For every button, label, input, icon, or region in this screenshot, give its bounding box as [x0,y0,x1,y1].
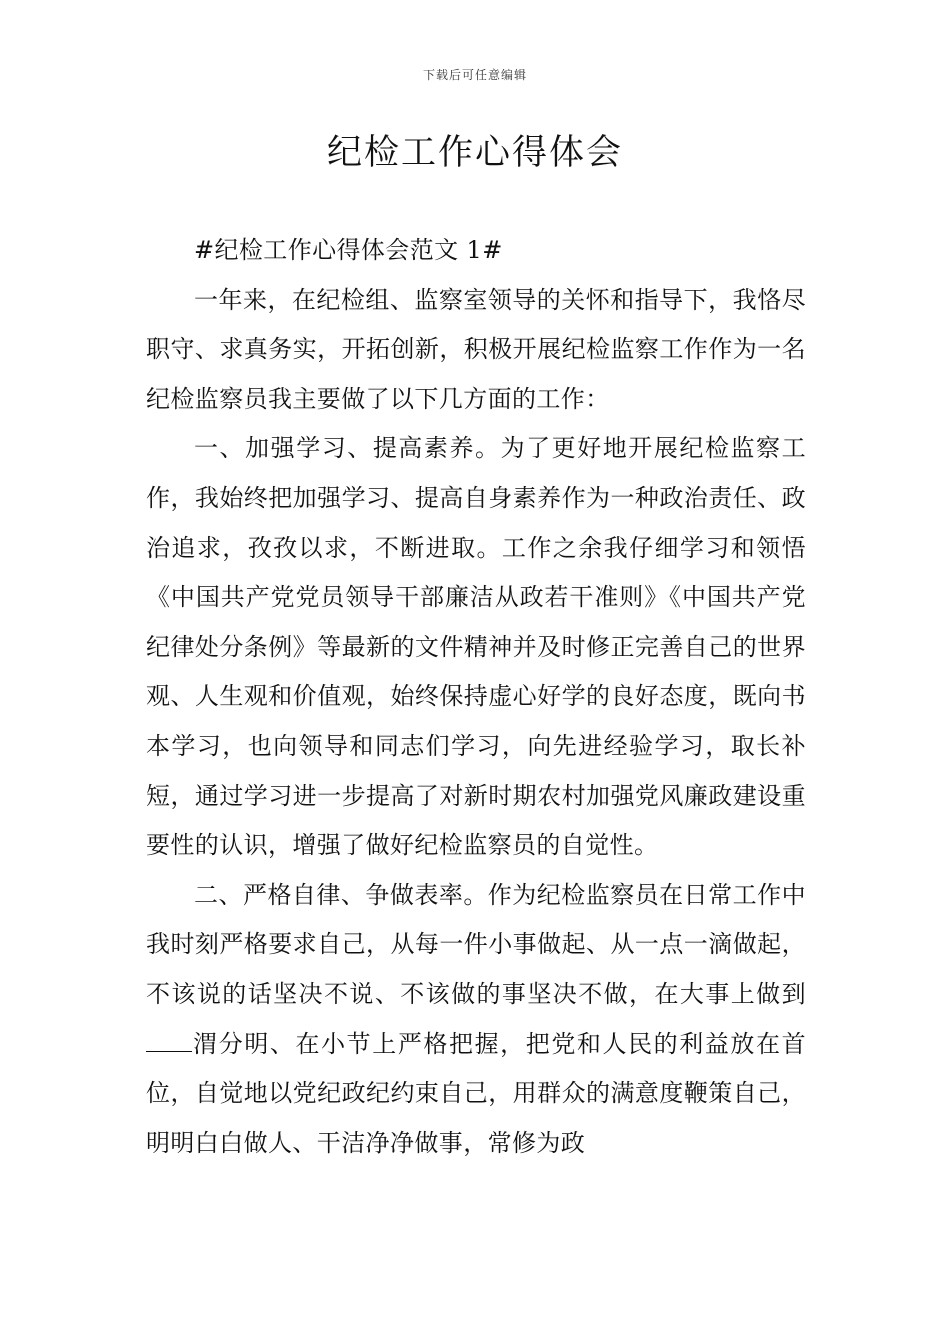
paragraph-3-part-2: 渭分明、在小节上严格把握，把党和人民的利益放在首位，自觉地以党纪政纪约束自己，用群众的满意度鞭策自己，明明白白做人、干洁净净做事，常修为政 [146,1029,806,1157]
fill-in-blank [146,1031,192,1052]
document-body [146,226,806,1168]
paragraph-2: 一、加强学习、提高素养。为了更好地开展纪检监察工作，我始终把加强学习、提高自身素养作为一种政治责任、政治追求，孜孜以求，不断进取。工作之余我仔细学习和领悟《中国共产党党员领导干部廉洁从政若干准则》《中国共产党纪律处分条例》等最新的文件精神并及时修正完善自己的世界观、人生观和价值观，始终保持虚心好学的良好态度，既向书本学习，也向领导和同志们学习，向先进经验学习，取长补短，通过学习进一步提高了对新时期农村加强党风廉政建设重要性的认识，增强了做好纪检监察员的自觉性。 [146,434,806,860]
section-heading: #纪检工作心得体会范文 1# [194,236,503,264]
header-note: 下载后可任意编辑 [422,68,527,82]
paragraph-3-part-1: 二、严格自律、争做表率。作为纪检监察员在日常工作中我时刻严格要求自己，从每一件小事做起、从一点一滴做起，不该说的话坚决不说、不该做的事坚决不做，在大事上做到 [146,880,806,1008]
paragraph-3 [146,871,806,1169]
document-title: 纪检工作心得体会 [326,133,623,173]
paragraph-1: 一年来，在纪检组、监察室领导的关怀和指导下，我恪尽职守、求真务实，开拓创新，积极开展纪检监察工作作为一名纪检监察员我主要做了以下几方面的工作： [146,285,806,413]
